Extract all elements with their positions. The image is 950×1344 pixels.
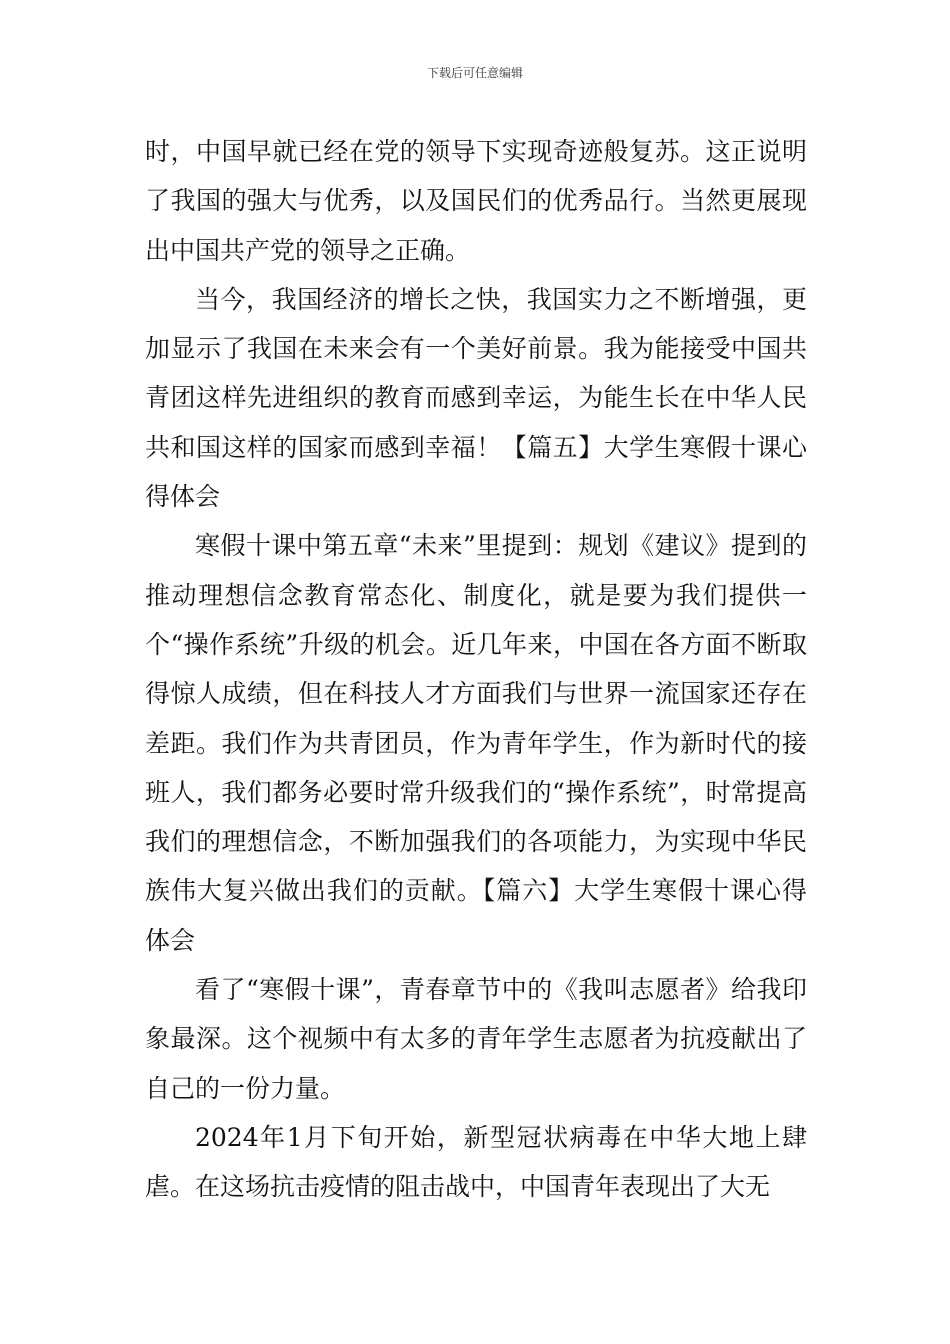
header-note: 下载后可任意编辑 [426,66,523,80]
paragraph: 2024年1月下旬开始，新型冠状病毒在中华大地上肆虐。在这场抗击疫情的阻击战中，中国青年表现出了大无 [145,1122,807,1202]
paragraph-continuation: 时，中国早就已经在党的领导下实现奇迹般复苏。这正说明了我国的强大与优秀，以及国民们的优秀品行。当然更展现出中国共产党的领导之正确。 [145,137,807,265]
paragraph: 当今，我国经济的增长之快，我国实力之不断增强，更加显示了我国在未来会有一个美好前景。我为能接受中国共青团这样先进组织的教育而感到幸运，为能生长在中华人民共和国这样的国家而感到幸福！【篇五】大学生寒假十课心得体会 [145,284,807,512]
paragraph: 看了“寒假十课”，青春章节中的《我叫志愿者》给我印象最深。这个视频中有太多的青年学生志愿者为抗疫献出了自己的一份力量。 [145,975,807,1103]
paragraph: 寒假十课中第五章“未来”里提到：规划《建议》提到的推动理想信念教育常态化、制度化，就是要为我们提供一个“操作系统”升级的机会。近几年来，中国在各方面不断取得惊人成绩，但在科技人才方面我们与世界一流国家还存在差距。我们作为共青团员，作为青年学生，作为新时代的接班人，我们都务必要时常升级我们的“操作系统”，时常提高我们的理想信念，不断加强我们的各项能力，为实现中华民族伟大复兴做出我们的贡献。【篇六】大学生寒假十课心得体会 [145,531,807,955]
body-text [145,127,807,1212]
